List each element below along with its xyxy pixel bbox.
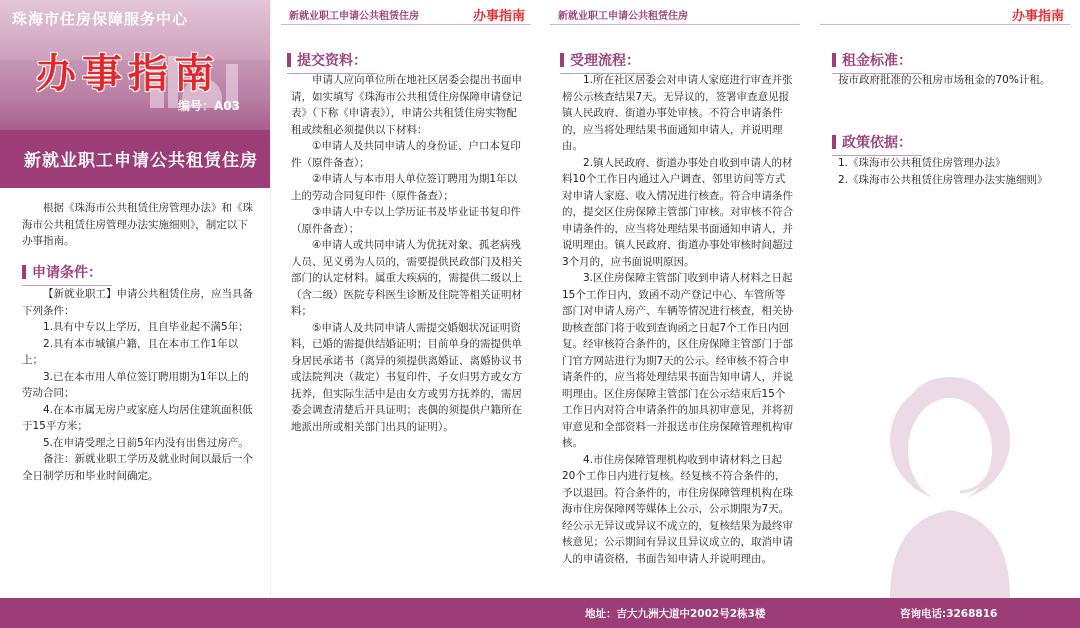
materials-item: ④申请人或共同申请人为优抚对象、孤老病残人员、见义勇为人员的，需要提供民政部门及相关部门的认定材料。属重大疾病的，需提供二级以上（含二级）医院专科医生诊断及住院等相关证明材料； [291,239,522,317]
conditions-note: 备注：新就业职工学历及就业时间以最后一个全日制学历和毕业时间确定。 [22,453,253,482]
cover-panel [0,0,270,598]
materials-heading: 提交资料： [287,50,367,70]
condition-item: 5.在申请受理之日前5年内没有出售过房产。 [43,436,249,449]
process-heading: 受理流程： [560,50,640,70]
process-step: 4.市住房保障管理机构收到申请材料之日起20个工作日内进行复核。经复核不符合条件的，予以退回。符合条件的，市住房保障管理机构在珠海市住房保障网等媒体上公示，公示期限为7天。经公示无异议或异议不成立的，复核结果为最终审核意见；公示期间有异议且异议成立的，取消申请人的申请资格，书面告知申请人并说明理由。 [562,453,793,565]
conditions-block [22,286,254,484]
materials-item: ⑤申请人及共同申请人需提交婚姻状况证明资料，已婚的需提供结婚证明；目前单身的需提供单身居民承诺书（离异的须提供离婚证、离婚协议书或法院判决（裁定）书复印件，子女归男方或女方抚养，但实际生活中是由女方或男方抚养的，需居委会调查清楚后开具证明；丧偶的须提供户籍所在地派出所或相关部门出具的证明）。 [291,321,522,433]
panel-header [810,0,1080,26]
materials-item: ①申请人及共同申请人的身份证、户口本复印件（原件备查）； [291,140,521,169]
condition-item: 1.具有中专以上学历，且自毕业起不满5年； [43,321,249,333]
policy-item: 2.《珠海市公共租赁住房管理办法实施细则》 [838,173,1048,186]
guide-title: 办事指南 [36,50,220,97]
doc-code: 编号：A03 [178,99,240,113]
footer-bar [0,598,1080,628]
materials-panel [270,0,541,598]
footer-phone: 咨询电话:3268816 [900,608,998,620]
process-step: 1.所在社区居委会对申请人家庭进行审查并张榜公示核查结果7天。无异议的，签署审查意见报镇人民政府、街道办事处审核。不符合申请条件的，应当将处理结果书面通知申请人，并说明理由。 [562,74,793,152]
conditions-lead: 【新就业职工】申请公共租赁住房，应当具备下列条件： [22,288,253,317]
policy-heading: 政策依据： [832,132,912,152]
condition-item: 2.具有本市城镇户籍，且在本市工作1年以上； [22,337,239,366]
service-agent-illustration [820,330,1080,598]
condition-item: 3.已在本市用人单位签订聘用期为1年以上的劳动合同； [22,370,249,399]
panel-header [271,0,541,26]
condition-item: 4.在本市属无房户或家庭人均居住建筑面积低于15平方米； [22,403,253,432]
materials-para: 申请人应向单位所在地社区居委会提出书面申请，如实填写《珠海市公共租赁住房保障申请登记表》（下称《申请表》），申请公共租赁住房实物配租或续租必须提供以下材料： [291,74,522,136]
org-name: 珠海市住房保障服务中心 [12,10,189,28]
policy-list [838,155,1074,188]
subtitle-band [0,130,270,188]
process-step: 3.区住房保障主管部门收到申请人材料之日起15个工作日内，致函不动产登记中心、车管所等部门对申请人房产、车辆等情况进行核查，相关协助核查部门将于收到查询函之日起7个工作日内回复。经审核符合条件的，区住房保障主管部门于部门官方网站进行为期7天的公示。经审核不符合申请条件的，应当将处理结果书面告知申请人，并说明理由。区住房保障主管部门在公示结束后15个工作日内对符合申请条件的加具初审意见，并将初审意见和全部资料一并报送市住房保障管理机构审核。 [562,272,793,449]
conditions-heading: 申请条件： [22,262,102,282]
rent-heading: 租金标准： [832,50,912,70]
footer-address: 地址：吉大九洲大道中2002号2栋3楼 [585,608,766,620]
process-block [562,72,794,567]
panel-header [540,0,810,26]
header-right-title: 办事指南 [472,9,525,24]
header-left-title: 新就业职工申请公共租赁住房 [289,11,419,22]
materials-item: ②申请人与本市用人单位签订聘用为期1年以上的劳动合同复印件（原件备查）； [291,173,518,202]
policy-item: 1.《珠海市公共租赁住房管理办法》 [838,157,1006,169]
process-panel [540,0,810,598]
materials-item: ③申请人中专以上学历证书及毕业证书复印件（原件备查）； [291,206,521,235]
intro-text: 根据《珠海市公共租赁住房管理办法》和《珠海市公共租赁住房管理办法实施细则》，制定以下办事指南。 [22,202,253,247]
rent-text: 按市政府批准的公租房市场租金的70%计租。 [838,74,1051,86]
process-step: 2.镇人民政府、街道办事处自收到申请人的材料10个工作日内通过入户调查、邻里访问等方式对申请人家庭、收入情况进行核查。符合申请条件的，提交区住房保障主管部门审核。对审核不符合申请条件的，应当将处理结果书面通知申请人，并说明理由。镇人民政府、街道办事处审核时间超过3个月的，应书面说明原因。 [562,156,793,268]
guide-subtitle: 新就业职工申请公共租赁住房 [24,151,258,171]
materials-block [291,72,523,435]
cover-image [0,0,270,130]
header-left-title: 新就业职工申请公共租赁住房 [558,11,688,22]
header-right-title: 办事指南 [1011,9,1064,24]
